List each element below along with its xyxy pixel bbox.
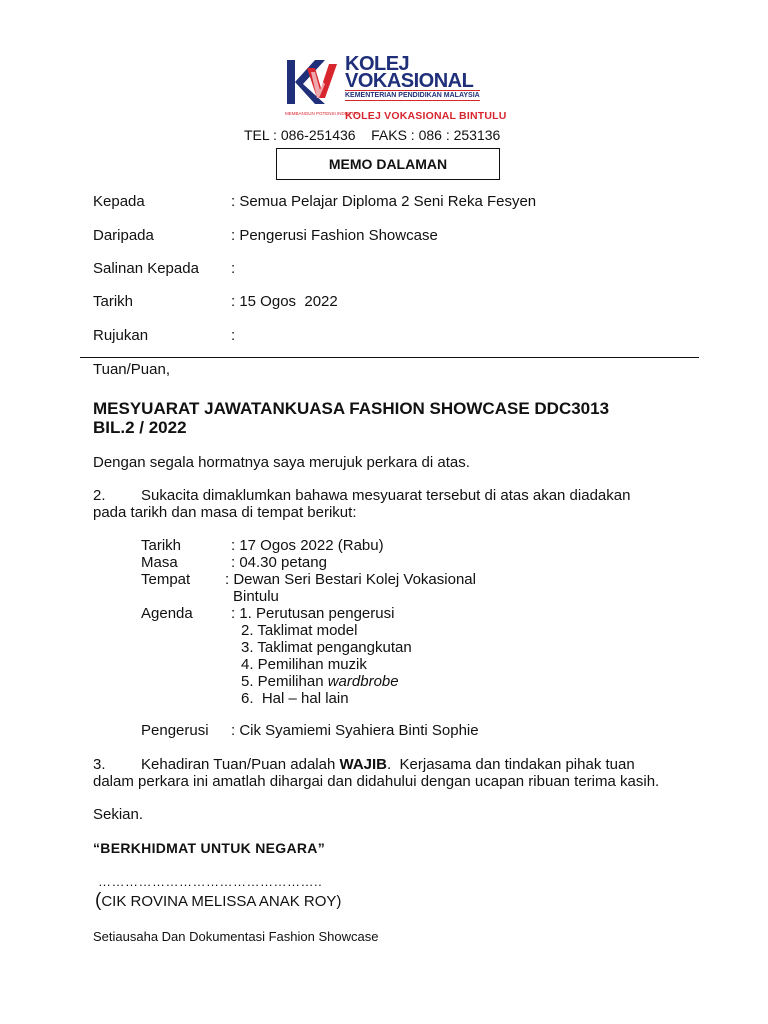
field-value-daripada: : Pengerusi Fashion Showcase	[231, 227, 438, 244]
field-label-tarikh: Tarikh	[93, 293, 134, 310]
memo-title: MEMO DALAMAN	[328, 156, 448, 172]
detail-value-pengerusi: : Cik Syamiemi Syahiera Binti Sophie	[231, 722, 479, 739]
para3-pre: Kehadiran Tuan/Puan adalah	[141, 756, 340, 773]
detail-label-tarikh: Tarikh	[141, 537, 182, 554]
memo-heading-line2: BIL.2 / 2022	[93, 418, 187, 437]
para2-line2: pada tarikh dan masa di tempat berikut:	[93, 504, 357, 521]
field-label-rujukan: Rujukan	[93, 327, 149, 344]
field-value-rujukan: :	[231, 327, 236, 344]
detail-value-masa: : 04.30 petang	[231, 554, 327, 571]
paragraph-1: Dengan segala hormatnya saya merujuk perkara di atas.	[93, 454, 470, 471]
header-divider	[80, 357, 699, 358]
logo-ministry: KEMENTERIAN PENDIDIKAN MALAYSIA	[345, 92, 480, 99]
agenda-item-2: 2. Taklimat model	[241, 622, 358, 639]
closing: Sekian.	[93, 806, 144, 823]
para3-bold: WAJIB	[339, 756, 388, 773]
para2-line1: Sukacita dimaklumkan bahawa mesyuarat tersebut di atas akan diadakan	[141, 487, 631, 504]
agenda-item-5-text: 5. Pemilihan	[241, 673, 328, 690]
contact-line: TEL : 086-251436 FAKS : 086 : 253136	[244, 127, 501, 143]
field-value-tarikh: : 15 Ogos 2022	[231, 293, 338, 310]
signer-name: CIK ROVINA MELISSA ANAK ROY)	[101, 893, 342, 910]
signer-paren: (	[95, 890, 102, 911]
motto-quote: “BERKHIDMAT UNTUK NEGARA”	[93, 840, 326, 856]
detail-label-tempat: Tempat	[141, 571, 191, 588]
para3-post: . Kerjasama dan tindakan pihak tuan	[387, 756, 635, 773]
agenda-item-3: 3. Taklimat pengangkutan	[241, 639, 412, 656]
logo-motto: MEMBANGUN POTENSI INDUSTRI	[285, 111, 359, 116]
signature-dots: …………………………………………..	[98, 874, 323, 889]
kv-emblem-icon	[285, 58, 343, 108]
para3-line1	[141, 756, 635, 773]
agenda-item-1: : 1. Perutusan pengerusi	[231, 605, 395, 622]
signer-title: Setiausaha Dan Dokumentasi Fashion Showcase	[93, 929, 379, 944]
detail-value-tempat-line2: Bintulu	[233, 588, 279, 605]
field-label-kepada: Kepada	[93, 193, 145, 210]
detail-value-tarikh: : 17 Ogos 2022 (Rabu)	[231, 537, 384, 554]
para3-number: 3.	[93, 756, 106, 773]
agenda-item-5	[241, 673, 399, 690]
agenda-item-5-italic: wardbrobe	[327, 673, 399, 690]
detail-label-pengerusi: Pengerusi	[141, 722, 209, 739]
logo-branch-name: KOLEJ VOKASIONAL BINTULU	[345, 110, 507, 122]
college-logo	[285, 53, 507, 122]
signer-name-line	[95, 890, 341, 912]
logo-word-kolej: KOLEJ	[345, 53, 410, 75]
para2-number: 2.	[93, 487, 106, 504]
detail-label-agenda: Agenda	[141, 605, 193, 622]
logo-word-vokasional: VOKASIONAL	[345, 70, 474, 92]
field-value-kepada: : Semua Pelajar Diploma 2 Seni Reka Fesyen	[231, 193, 537, 210]
detail-value-tempat: : Dewan Seri Bestari Kolej Vokasional	[225, 571, 476, 588]
field-label-salinan: Salinan Kepada	[93, 260, 199, 277]
memo-heading-line1: MESYUARAT JAWATANKUASA FASHION SHOWCASE DDC3013	[93, 399, 610, 418]
field-label-daripada: Daripada	[93, 227, 154, 244]
salutation: Tuan/Puan,	[93, 361, 170, 378]
agenda-item-4: 4. Pemilihan muzik	[241, 656, 367, 673]
field-value-salinan: :	[231, 260, 236, 277]
agenda-item-6: 6. Hal – hal lain	[241, 690, 349, 707]
para3-line2: dalam perkara ini amatlah dihargai dan didahului dengan ucapan ribuan terima kasih.	[93, 773, 660, 790]
detail-label-masa: Masa	[141, 554, 178, 571]
memo-title-box	[276, 148, 500, 180]
